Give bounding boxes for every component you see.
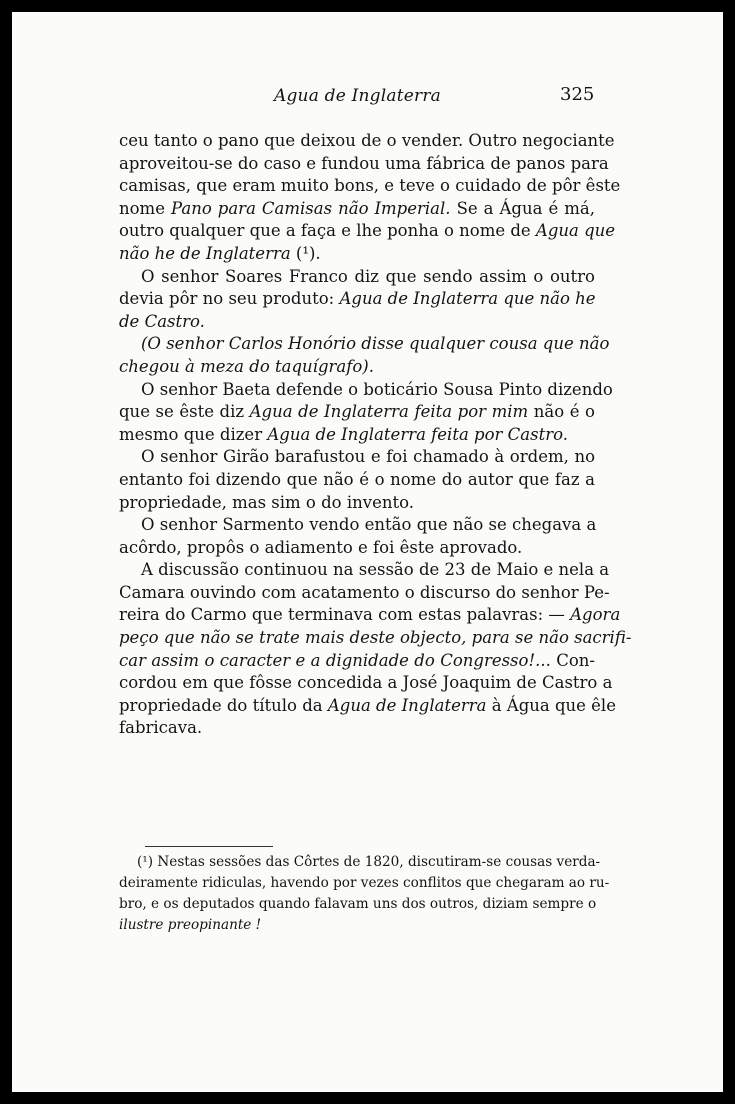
body-text <box>119 130 632 740</box>
body-line <box>119 469 595 492</box>
body-line <box>119 650 595 673</box>
italic-text: de Castro. <box>119 311 205 331</box>
text-segment: ceu tanto o pano que deixou de o vender. Outro negociante <box>119 131 615 150</box>
footnote-line <box>119 873 610 894</box>
body-line <box>119 559 610 582</box>
text-segment: entanto foi dizendo que não é o nome do autor que faz a <box>119 469 595 489</box>
running-head <box>12 86 723 116</box>
text-segment: cordou em que fôsse concedida a José Joaquim de Castro a <box>119 673 613 693</box>
text-segment: não é o <box>528 402 595 422</box>
italic-text: Agua que <box>535 221 616 241</box>
italic-text: Agua de Inglaterra feita por mim <box>249 402 529 422</box>
text-segment: bro, e os deputados quando falavam uns dos outros, diziam sempre o <box>119 896 597 912</box>
running-title: Agua de Inglaterra <box>274 86 441 106</box>
text-segment: (¹). <box>290 243 321 263</box>
text-segment: nome <box>119 198 171 218</box>
italic-text: Pano para Camisas não Imperial. <box>171 198 451 218</box>
body-line <box>119 288 595 311</box>
italic-text: Agora <box>570 605 621 625</box>
text-segment: O senhor Soares Franco diz que sendo assim o outro <box>141 266 595 286</box>
body-line <box>119 401 595 424</box>
text-segment: O senhor Girão barafustou e foi chamado à ordem, no <box>141 447 595 467</box>
text-segment: O senhor Sarmento vendo então que não se chegava a <box>141 515 597 535</box>
text-segment: camisas, que eram muito bons, e teve o cuidado de pôr êste <box>119 176 621 196</box>
italic-text: chegou à meza do taquígrafo). <box>119 356 374 376</box>
text-segment: Nestas sessões das Côrtes de 1820, discutiram-se cousas verda- <box>157 854 601 870</box>
body-line <box>119 266 595 289</box>
italic-text: peço que não se trate mais deste objecto, para se não sacrifi- <box>119 628 632 648</box>
body-line <box>119 379 613 402</box>
footnote-marker: (¹) <box>137 854 154 870</box>
text-segment: Se a Água é má, <box>450 198 595 218</box>
body-line <box>119 582 610 605</box>
page-number: 325 <box>560 84 595 105</box>
text-segment: que se êste diz <box>119 402 250 422</box>
text-segment: reira do Carmo que terminava com estas palavras: — <box>119 605 571 625</box>
body-line <box>119 717 595 740</box>
text-segment: A discussão continuou na sessão de 23 de Maio e nela a <box>141 560 610 580</box>
text-segment: mesmo que dizer <box>119 424 268 444</box>
footnote-line <box>119 915 595 936</box>
body-line <box>119 514 595 537</box>
italic-text: (O senhor Carlos Honório disse qualquer cousa que não <box>141 334 610 354</box>
footnote-line <box>119 894 595 915</box>
text-segment: aproveitou-se do caso e fundou uma fábrica de panos para <box>119 153 609 173</box>
text-segment: acôrdo, propôs o adiamento e foi êste aprovado. <box>119 537 523 557</box>
footnote-line <box>119 852 601 873</box>
body-line <box>119 333 610 356</box>
book-page <box>12 12 723 1092</box>
body-line <box>119 424 595 447</box>
body-line <box>119 604 621 627</box>
body-line <box>119 220 616 243</box>
body-line <box>119 672 613 695</box>
body-line <box>119 446 595 469</box>
body-line <box>119 153 609 176</box>
text-segment: fabricava. <box>119 718 203 738</box>
text-segment: à Água que êle <box>486 695 616 715</box>
body-line <box>119 198 595 221</box>
text-segment: O senhor Baeta defende o boticário Sousa Pinto dizendo <box>141 379 613 399</box>
body-line <box>119 175 621 198</box>
italic-text: Agua de Inglaterra que não he <box>339 289 596 309</box>
italic-text: ilustre preopinante ! <box>119 917 262 933</box>
body-line <box>119 627 632 650</box>
body-line <box>119 695 616 718</box>
body-line <box>119 243 595 266</box>
text-segment: propriedade do título da <box>119 695 328 715</box>
italic-text: Agua de Inglaterra feita por Castro. <box>267 424 569 444</box>
body-line <box>119 130 615 153</box>
text-segment: deiramente ridiculas, havendo por vezes conflitos que chegaram ao ru- <box>119 875 610 891</box>
footnote <box>119 852 610 936</box>
text-segment: propriedade, mas sim o do invento. <box>119 492 414 512</box>
italic-text: Agua de Inglaterra <box>327 695 487 715</box>
italic-text: car assim o caracter e a dignidade do Congresso!... <box>119 650 551 670</box>
footnote-rule <box>145 846 273 847</box>
text-segment: Camara ouvindo com acatamento o discurso do senhor Pe- <box>119 582 610 602</box>
body-line <box>119 311 595 334</box>
text-segment: Con- <box>550 650 595 670</box>
text-segment: devia pôr no seu produto: <box>119 289 340 309</box>
body-line <box>119 492 595 515</box>
body-line <box>119 356 595 379</box>
italic-text: não he de Inglaterra <box>119 243 291 263</box>
text-segment: outro qualquer que a faça e lhe ponha o nome de <box>119 221 536 241</box>
body-line <box>119 537 595 560</box>
